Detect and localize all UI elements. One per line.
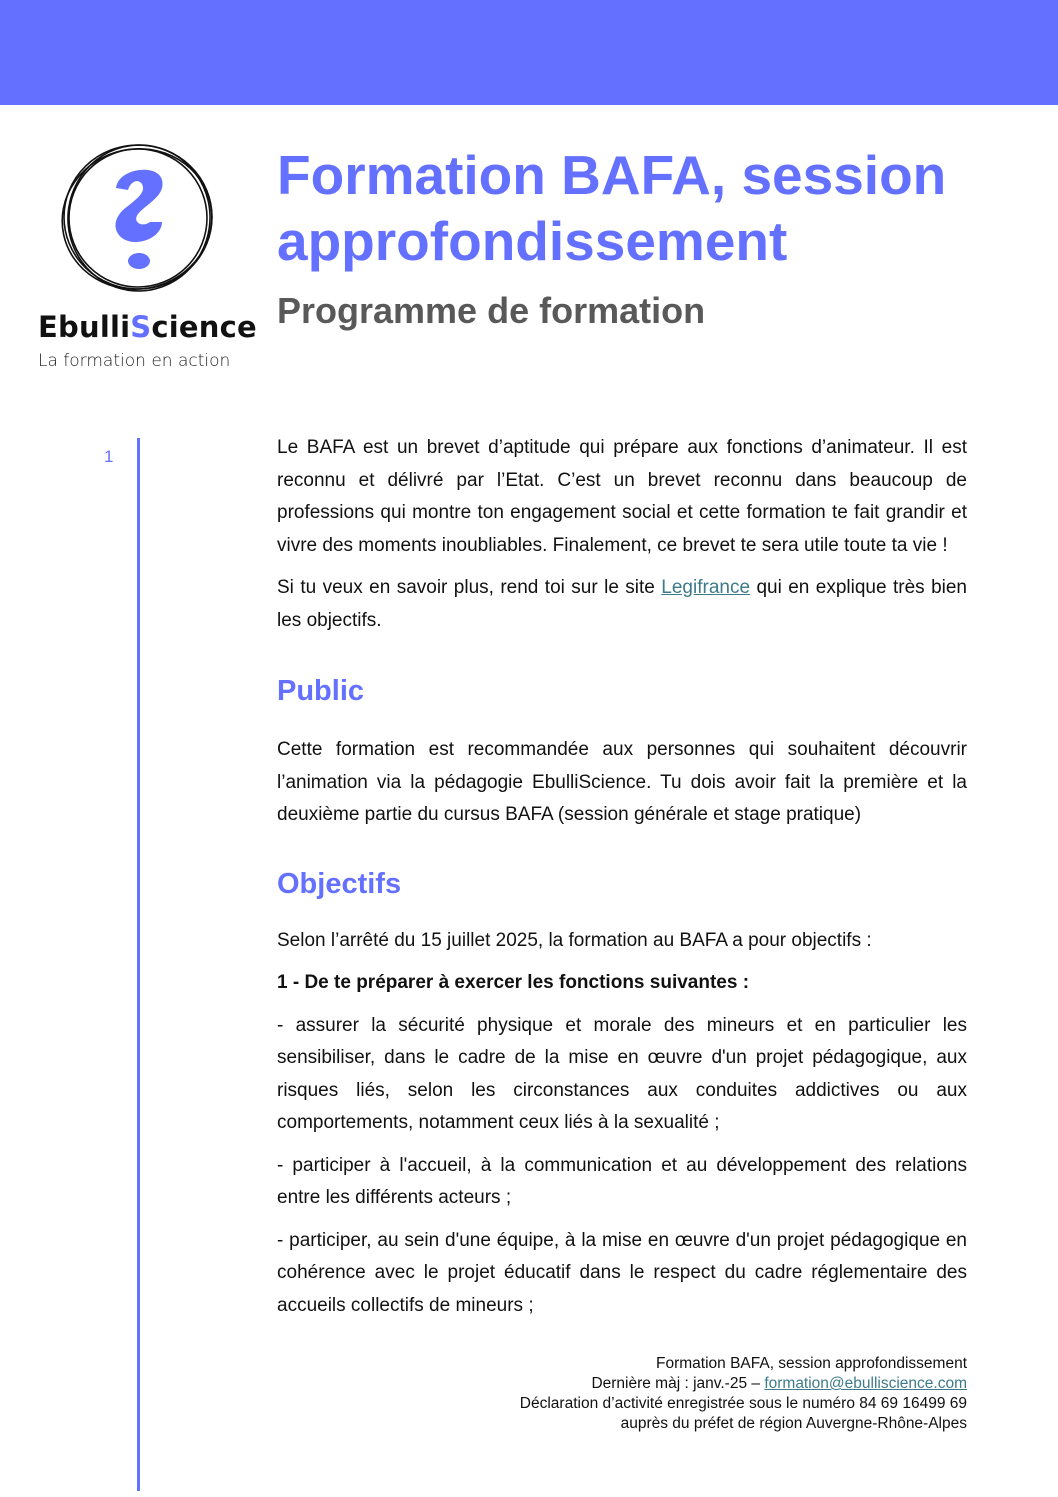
footer-region: auprès du préfet de région Auvergne-Rhône-Alpes — [620, 1415, 967, 1432]
logo — [30, 135, 257, 380]
header-banner — [0, 0, 1058, 105]
objectifs-subheading: 1 - De te préparer à exercer les fonctions suivantes : — [277, 972, 750, 993]
section-heading-public: Public — [277, 675, 365, 707]
margin-rule — [137, 438, 140, 1491]
page-number: 1 — [104, 447, 114, 466]
intro-link-paragraph: Si tu veux en savoir plus, rend toi sur le site Legifrance qui en explique très bien les objectifs. — [277, 577, 967, 631]
footer-update: Dernière màj : janv.-25 – formation@ebulliscience.com — [591, 1375, 967, 1392]
page-subtitle: Programme de formation — [277, 290, 706, 331]
footer-title: Formation BAFA, session approfondissement — [655, 1355, 967, 1372]
page-title: Formation BAFA, session approfondissement — [277, 144, 947, 272]
section-heading-objectifs: Objectifs — [277, 867, 402, 900]
main-content — [277, 432, 967, 1332]
objectif-item: - participer, au sein d'une équipe, à la mise en œuvre d'un projet pédagogique en cohérence avec le projet éducatif dans le respect du cadre réglementaire des accueils collectifs de mineurs ; — [277, 1229, 967, 1316]
objectif-item: - participer à l'accueil, à la communication et au développement des relations entre les différents acteurs ; — [277, 1154, 967, 1208]
objectifs-intro: Selon l’arrêté du 15 juillet 2025, la formation au BAFA a pour objectifs : — [277, 929, 872, 951]
logo-tagline: La formation en action — [38, 351, 231, 371]
email-link[interactable]: formation@ebulliscience.com — [764, 1375, 967, 1392]
public-paragraph: Cette formation est recommandée aux personnes qui souhaitent découvrir l’animation via la pédagogie EbulliScience. Tu dois avoir fait la première et la deuxième partie du cursus BAFA (session générale et stage pratique) — [277, 739, 967, 825]
footer-declaration: Déclaration d’activité enregistrée sous le numéro 84 69 16499 69 — [519, 1395, 967, 1412]
logo-name: EbulliScience — [38, 310, 257, 344]
intro-paragraph: Le BAFA est un brevet d’aptitude qui prépare aux fonctions d’animateur. Il est reconnu et délivré par l’Etat. C’est un brevet reconnu dans beaucoup de professions qui montre ton engagement social et cette formation te fait grandir et vivre des moments inoubliables. Finalement, ce brevet te sera utile toute ta vie ! — [277, 437, 967, 556]
page-footer — [400, 1354, 967, 1434]
objectif-item: - assurer la sécurité physique et morale des mineurs et en particulier les sensibiliser, dans le cadre de la mise en œuvre d'un projet pédagogique, aux risques liés, selon les circonstances aux conduites addictives ou aux comportements, notamment ceux liés à la sexualité ; — [277, 1014, 967, 1133]
legifrance-link[interactable]: Legifrance — [661, 577, 751, 598]
question-mark-circle-icon — [58, 138, 218, 298]
